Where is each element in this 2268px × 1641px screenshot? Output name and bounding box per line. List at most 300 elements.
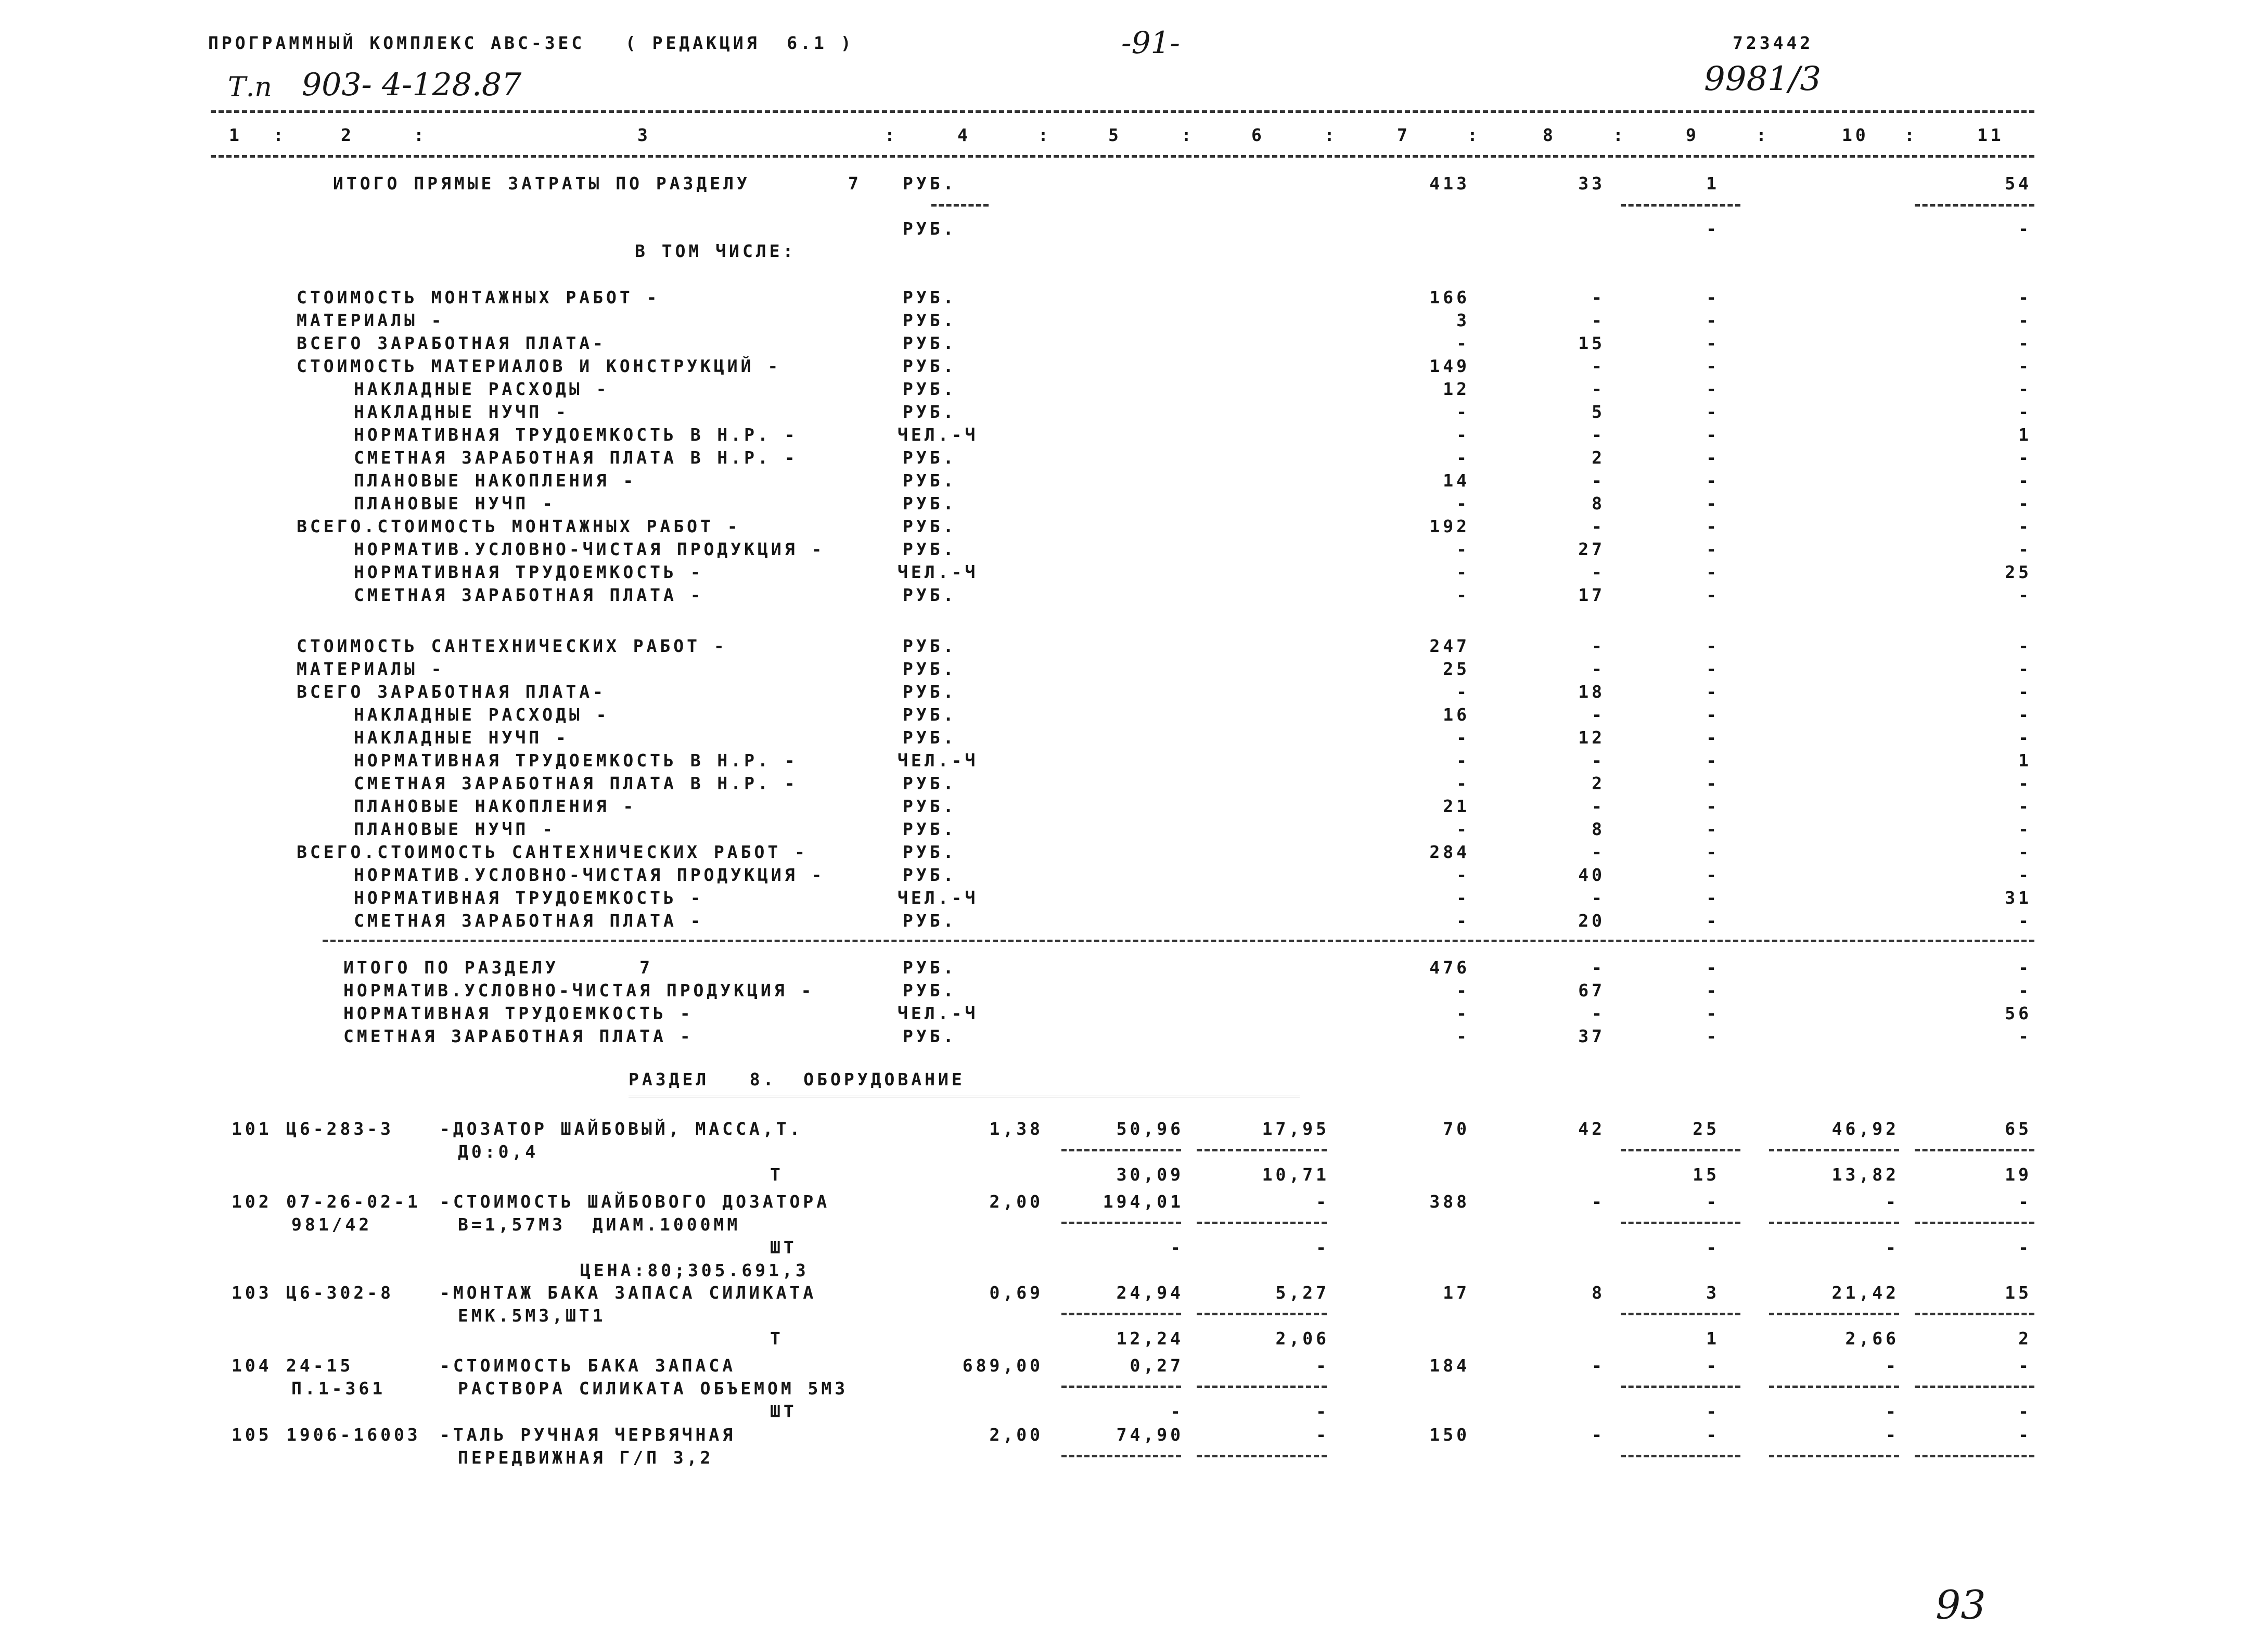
cell-col-9: - bbox=[1706, 333, 1720, 353]
cell-col-5: 194,01 bbox=[1103, 1191, 1184, 1212]
cell-col-6: 17,95 bbox=[1262, 1119, 1329, 1139]
cell-col-5: 24,94 bbox=[1116, 1283, 1184, 1303]
cell-col-7: 12 bbox=[1443, 379, 1470, 399]
cell-col-11: - bbox=[2018, 1355, 2032, 1376]
row-unit: ЧЕЛ.-Ч bbox=[898, 888, 979, 908]
cell-col-7: 25 bbox=[1443, 659, 1470, 679]
cell-rule bbox=[1769, 1455, 1899, 1457]
cell-col-8: - bbox=[1592, 516, 1605, 536]
cell-col-8: - bbox=[1592, 1355, 1605, 1376]
page-number: -91- bbox=[1121, 25, 1180, 60]
cell-col-6: 2,06 bbox=[1275, 1328, 1329, 1349]
row-label: НОРМАТИВНАЯ ТРУДОЕМКОСТЬ - bbox=[354, 888, 704, 908]
cell-col-11: - bbox=[2018, 773, 2032, 793]
row-unit: ЧЕЛ.-Ч bbox=[898, 425, 979, 445]
cell-col-11: 25 bbox=[2005, 562, 2032, 582]
row-label: СТОИМОСТЬ МАТЕРИАЛОВ И КОНСТРУКЦИЙ - bbox=[297, 356, 781, 376]
row-label: НАКЛАДНЫЕ РАСХОДЫ - bbox=[354, 379, 610, 399]
item-number: 102 bbox=[232, 1191, 272, 1212]
cell-col-9: - bbox=[1706, 819, 1720, 839]
cell-col-8: - bbox=[1592, 704, 1605, 725]
row-label: СМЕТНАЯ ЗАРАБОТНАЯ ПЛАТА - bbox=[343, 1026, 694, 1046]
item-description: -СТОИМОСТЬ ШАЙБОВОГО ДОЗАТОРА bbox=[440, 1191, 830, 1212]
cell-col-7: - bbox=[1456, 865, 1470, 885]
row-label: НОРМАТИВНАЯ ТРУДОЕМКОСТЬ - bbox=[354, 562, 704, 582]
cell-col-8: 8 bbox=[1592, 1283, 1605, 1303]
item-description-extra: Д0:0,4 bbox=[458, 1142, 539, 1162]
item-code: 24-15 bbox=[286, 1355, 354, 1376]
cell-col-6: 5,27 bbox=[1275, 1283, 1329, 1303]
cell-col-8: 40 bbox=[1578, 865, 1605, 885]
cell-col-8: 2 bbox=[1592, 447, 1605, 468]
item-code: Ц6-302-8 bbox=[286, 1283, 394, 1303]
cell-col-9: - bbox=[1706, 1003, 1720, 1023]
row-label: НОРМАТИВНАЯ ТРУДОЕМКОСТЬ - bbox=[343, 1003, 694, 1023]
column-number: 2 bbox=[341, 125, 354, 145]
cell-col-8: 27 bbox=[1578, 539, 1605, 559]
totals-separator bbox=[323, 940, 2034, 942]
cell-col-9: - bbox=[1706, 562, 1720, 582]
cell-col-6: - bbox=[1316, 1425, 1329, 1445]
cell-rule bbox=[1061, 1149, 1181, 1151]
cell-col-7: 150 bbox=[1429, 1425, 1470, 1445]
row-unit: РУБ. bbox=[903, 727, 957, 748]
row-unit: РУБ. bbox=[903, 796, 957, 816]
cell-col-11: 1 bbox=[2018, 750, 2032, 771]
item-description: -СТОИМОСТЬ БАКА ЗАПАСА bbox=[440, 1355, 736, 1376]
cell-col-8: 18 bbox=[1578, 682, 1605, 702]
item-description-extra: В=1,57М3 ДИАМ.1000ММ bbox=[458, 1214, 741, 1235]
cell-col-11: - bbox=[2018, 516, 2032, 536]
item-unit: ШТ bbox=[770, 1237, 797, 1258]
cell-rule bbox=[1061, 1222, 1181, 1224]
column-number: 10 bbox=[1842, 125, 1869, 145]
cell-col-11: - bbox=[2018, 1237, 2032, 1258]
cell-col-7: 166 bbox=[1429, 287, 1470, 307]
column-separator: : bbox=[885, 125, 898, 145]
row-label: ВСЕГО.СТОИМОСТЬ САНТЕХНИЧЕСКИХ РАБОТ - bbox=[297, 842, 808, 862]
cell-col-11: 54 bbox=[2005, 173, 2032, 194]
cell-col-11: - bbox=[2018, 727, 2032, 748]
cell-col-5: 50,96 bbox=[1116, 1119, 1184, 1139]
cell-col-9: - bbox=[1706, 842, 1720, 862]
cell-col-8: - bbox=[1592, 888, 1605, 908]
cell-col-5: 30,09 bbox=[1116, 1164, 1184, 1185]
cell-col-7: 16 bbox=[1443, 704, 1470, 725]
row-label: ИТОГО ПО РАЗДЕЛУ 7 bbox=[343, 957, 653, 978]
cell-rule bbox=[1061, 1455, 1181, 1457]
cell-col-9: - bbox=[1706, 1355, 1720, 1376]
cell-rule bbox=[1915, 204, 2034, 207]
cell-rule bbox=[1061, 1386, 1181, 1388]
row-label: НОРМАТИВ.УСЛОВНО-ЧИСТАЯ ПРОДУКЦИЯ - bbox=[354, 539, 825, 559]
row-label: НАКЛАДНЫЕ РАСХОДЫ - bbox=[354, 704, 610, 725]
row-unit: РУБ. bbox=[903, 682, 957, 702]
cell-col-9: - bbox=[1706, 516, 1720, 536]
cell-col-10: 21,42 bbox=[1831, 1283, 1899, 1303]
column-number: 9 bbox=[1686, 125, 1699, 145]
row-unit: РУБ. bbox=[903, 539, 957, 559]
cell-col-11: 1 bbox=[2018, 425, 2032, 445]
cell-rule bbox=[1197, 1386, 1327, 1388]
item-description: -МОНТАЖ БАКА ЗАПАСА СИЛИКАТА bbox=[440, 1283, 817, 1303]
cell-col-11: - bbox=[2018, 493, 2032, 514]
row-unit: РУБ. bbox=[903, 470, 957, 491]
cell-col-8: - bbox=[1592, 310, 1605, 330]
cell-col-7: - bbox=[1456, 493, 1470, 514]
unit-rule bbox=[931, 204, 989, 207]
cell-col-7: 388 bbox=[1429, 1191, 1470, 1212]
cell-col-11: - bbox=[2018, 379, 2032, 399]
cell-rule bbox=[1621, 1455, 1740, 1457]
cell-col-8: - bbox=[1592, 1003, 1605, 1023]
cell-col-11: - bbox=[2018, 539, 2032, 559]
section-8-underline bbox=[629, 1096, 1300, 1100]
row-unit: РУБ. bbox=[903, 842, 957, 862]
cell-rule bbox=[1915, 1455, 2034, 1457]
cell-col-5: - bbox=[1170, 1237, 1184, 1258]
cell-col-9: - bbox=[1706, 682, 1720, 702]
cell-col-8: - bbox=[1592, 842, 1605, 862]
cell-col-9: - bbox=[1706, 659, 1720, 679]
column-number: 6 bbox=[1251, 125, 1265, 145]
row-unit: РУБ. bbox=[903, 447, 957, 468]
item-code-extra: 981/42 bbox=[291, 1214, 373, 1235]
cell-col-7: - bbox=[1456, 1003, 1470, 1023]
cell-col-11: - bbox=[2018, 796, 2032, 816]
cell-rule bbox=[1621, 1222, 1740, 1224]
cell-col-11: - bbox=[2018, 865, 2032, 885]
cell-col-8: 12 bbox=[1578, 727, 1605, 748]
program-header: ПРОГРАММНЫЙ КОМПЛЕКС АВС-ЗЕС ( РЕДАКЦИЯ 6.1 ) bbox=[208, 33, 854, 53]
cell-col-5: 0,27 bbox=[1130, 1355, 1184, 1376]
header-rule-bottom bbox=[211, 155, 2034, 158]
cell-col-7: - bbox=[1456, 911, 1470, 931]
row-unit: РУБ. bbox=[903, 310, 957, 330]
row-label: НАКЛАДНЫЕ НУЧП - bbox=[354, 727, 569, 748]
cell-col-7: 70 bbox=[1443, 1119, 1470, 1139]
cell-col-9: - bbox=[1706, 1237, 1720, 1258]
cell-col-8: 33 bbox=[1578, 173, 1605, 194]
row-unit: РУБ. bbox=[903, 980, 957, 1001]
cell-col-9: - bbox=[1706, 796, 1720, 816]
cell-col-10: - bbox=[1886, 1401, 1899, 1421]
cell-col-11: - bbox=[2018, 219, 2032, 239]
cell-col-7: - bbox=[1456, 980, 1470, 1001]
cell-col-7: - bbox=[1456, 562, 1470, 582]
item-description-extra: ПЕРЕДВИЖНАЯ Г/П 3,2 bbox=[458, 1447, 714, 1468]
cell-col-6: - bbox=[1316, 1355, 1329, 1376]
cell-rule bbox=[1915, 1149, 2034, 1151]
item-quantity: 689,00 bbox=[962, 1355, 1043, 1376]
row-unit: РУБ. bbox=[903, 516, 957, 536]
row-unit: РУБ. bbox=[903, 379, 957, 399]
cell-col-7: - bbox=[1456, 585, 1470, 605]
cell-col-8: - bbox=[1592, 659, 1605, 679]
album-number: 9981/3 bbox=[1704, 60, 1822, 98]
cell-rule bbox=[1915, 1386, 2034, 1388]
row-label: ПЛАНОВЫЕ НУЧП - bbox=[354, 493, 556, 514]
cell-col-9: - bbox=[1706, 447, 1720, 468]
cell-rule bbox=[1197, 1455, 1327, 1457]
cell-col-11: - bbox=[2018, 356, 2032, 376]
item-description: -ТАЛЬ РУЧНАЯ ЧЕРВЯЧНАЯ bbox=[440, 1425, 736, 1445]
cell-col-11: - bbox=[2018, 682, 2032, 702]
row-label: НОРМАТИВ.УСЛОВНО-ЧИСТАЯ ПРОДУКЦИЯ - bbox=[354, 865, 825, 885]
cell-col-8: - bbox=[1592, 287, 1605, 307]
cell-col-11: - bbox=[2018, 636, 2032, 656]
row-unit: РУБ. bbox=[903, 957, 957, 978]
cell-col-9: - bbox=[1706, 1425, 1720, 1445]
row-unit: РУБ. bbox=[903, 287, 957, 307]
cell-col-5: 74,90 bbox=[1116, 1425, 1184, 1445]
row-label: ПЛАНОВЫЕ НАКОПЛЕНИЯ - bbox=[354, 796, 637, 816]
cell-col-11: - bbox=[2018, 1425, 2032, 1445]
cell-col-5: 12,24 bbox=[1116, 1328, 1184, 1349]
item-description-extra: ЕМК.5М3,ШТ1 bbox=[458, 1305, 606, 1326]
cell-col-11: - bbox=[2018, 1191, 2032, 1212]
cell-col-7: - bbox=[1456, 1026, 1470, 1046]
row-unit: РУБ. bbox=[903, 356, 957, 376]
cell-col-7: 184 bbox=[1429, 1355, 1470, 1376]
cell-col-6: - bbox=[1316, 1191, 1329, 1212]
row-unit: РУБ. bbox=[903, 585, 957, 605]
cell-col-8: 15 bbox=[1578, 333, 1605, 353]
row-label: МАТЕРИАЛЫ - bbox=[297, 659, 445, 679]
cell-col-11: - bbox=[2018, 402, 2032, 422]
cell-col-7: 284 bbox=[1429, 842, 1470, 862]
cell-col-9: - bbox=[1706, 888, 1720, 908]
cell-rule bbox=[1915, 1222, 2034, 1224]
cell-rule bbox=[1197, 1149, 1327, 1151]
cell-rule bbox=[1915, 1313, 2034, 1315]
cell-col-9: - bbox=[1706, 310, 1720, 330]
item-number: 103 bbox=[232, 1283, 272, 1303]
cell-col-11: 31 bbox=[2005, 888, 2032, 908]
row-label: НАКЛАДНЫЕ НУЧП - bbox=[354, 402, 569, 422]
cell-col-8: 67 bbox=[1578, 980, 1605, 1001]
cell-col-8: - bbox=[1592, 796, 1605, 816]
cell-col-8: 5 bbox=[1592, 402, 1605, 422]
cell-col-7: - bbox=[1456, 888, 1470, 908]
cell-rule bbox=[1197, 1222, 1327, 1224]
cell-rule bbox=[1621, 204, 1740, 207]
tp-number: 903- 4-128.87 bbox=[302, 67, 522, 103]
column-separator: : bbox=[273, 125, 287, 145]
cell-col-11: 65 bbox=[2005, 1119, 2032, 1139]
cell-col-11: - bbox=[2018, 819, 2032, 839]
item-code-extra: П.1-361 bbox=[291, 1378, 386, 1399]
row-unit: РУБ. bbox=[903, 659, 957, 679]
row-unit: РУБ. bbox=[903, 402, 957, 422]
cell-col-11: 19 bbox=[2005, 1164, 2032, 1185]
cell-col-9: 25 bbox=[1693, 1119, 1720, 1139]
cell-col-11: 56 bbox=[2005, 1003, 2032, 1023]
cell-col-8: - bbox=[1592, 750, 1605, 771]
cell-rule bbox=[1769, 1386, 1899, 1388]
row-unit: РУБ. bbox=[903, 1026, 957, 1046]
item-code: Ц6-283-3 bbox=[286, 1119, 394, 1139]
cell-col-8: - bbox=[1592, 379, 1605, 399]
item-description-extra: РАСТВОРА СИЛИКАТА ОБЪЕМОМ 5М3 bbox=[458, 1378, 849, 1399]
cell-col-6: - bbox=[1316, 1401, 1329, 1421]
row-unit: РУБ. bbox=[903, 819, 957, 839]
row-unit: РУБ. bbox=[903, 219, 957, 239]
cell-col-8: - bbox=[1592, 636, 1605, 656]
row-label: ИТОГО ПРЯМЫЕ ЗАТРАТЫ ПО РАЗДЕЛУ bbox=[333, 173, 750, 194]
row-unit: ЧЕЛ.-Ч bbox=[898, 750, 979, 771]
item-unit: ШТ bbox=[770, 1401, 797, 1421]
row-label: СТОИМОСТЬ САНТЕХНИЧЕСКИХ РАБОТ - bbox=[297, 636, 727, 656]
cell-col-8: - bbox=[1592, 957, 1605, 978]
item-quantity: 1,38 bbox=[989, 1119, 1043, 1139]
cell-col-7: - bbox=[1456, 402, 1470, 422]
column-separator: : bbox=[1038, 125, 1052, 145]
cell-col-8: 42 bbox=[1578, 1119, 1605, 1139]
cell-rule bbox=[1769, 1149, 1899, 1151]
item-number: 105 bbox=[232, 1425, 272, 1445]
cell-col-6: - bbox=[1316, 1237, 1329, 1258]
cell-col-9: 3 bbox=[1706, 1283, 1720, 1303]
row-unit: ЧЕЛ.-Ч bbox=[898, 1003, 979, 1023]
row-label: ВСЕГО ЗАРАБОТНАЯ ПЛАТА- bbox=[297, 333, 606, 353]
cell-col-9: - bbox=[1706, 704, 1720, 725]
cell-col-7: - bbox=[1456, 727, 1470, 748]
column-number: 5 bbox=[1108, 125, 1122, 145]
cell-col-7: - bbox=[1456, 682, 1470, 702]
cell-col-7: 413 bbox=[1429, 173, 1470, 194]
cell-col-11: - bbox=[2018, 447, 2032, 468]
cell-rule bbox=[1769, 1313, 1899, 1315]
item-code: 07-26-02-1 bbox=[286, 1191, 421, 1212]
cell-col-9: - bbox=[1706, 980, 1720, 1001]
row-label: СМЕТНАЯ ЗАРАБОТНАЯ ПЛАТА - bbox=[354, 911, 704, 931]
item-quantity: 2,00 bbox=[989, 1425, 1043, 1445]
cell-rule bbox=[1061, 1313, 1181, 1315]
cell-col-9: - bbox=[1706, 750, 1720, 771]
cell-col-7: - bbox=[1456, 539, 1470, 559]
cell-col-8: 37 bbox=[1578, 1026, 1605, 1046]
item-description: -ДОЗАТОР ШАЙБОВЫЙ, МАССА,Т. bbox=[440, 1119, 803, 1139]
cell-col-8: - bbox=[1592, 470, 1605, 491]
cell-col-10: 46,92 bbox=[1831, 1119, 1899, 1139]
item-quantity: 0,69 bbox=[989, 1283, 1043, 1303]
tp-label: Т.п bbox=[228, 72, 272, 103]
cell-col-11: - bbox=[2018, 333, 2032, 353]
cell-rule bbox=[1621, 1386, 1740, 1388]
row-unit: РУБ. bbox=[903, 636, 957, 656]
cell-col-7: 21 bbox=[1443, 796, 1470, 816]
cell-col-9: - bbox=[1706, 287, 1720, 307]
cell-col-10: - bbox=[1886, 1425, 1899, 1445]
item-price-note: ЦЕНА:80;305.691,3 bbox=[580, 1260, 809, 1280]
cell-col-11: - bbox=[2018, 659, 2032, 679]
cell-col-9: - bbox=[1706, 636, 1720, 656]
cell-col-9: - bbox=[1706, 957, 1720, 978]
page-mark: 93 bbox=[1936, 1582, 1986, 1628]
row-label: ВСЕГО ЗАРАБОТНАЯ ПЛАТА- bbox=[297, 682, 606, 702]
row-unit: РУБ. bbox=[903, 865, 957, 885]
cell-col-8: - bbox=[1592, 562, 1605, 582]
cell-col-11: 15 bbox=[2005, 1283, 2032, 1303]
cell-rule bbox=[1621, 1313, 1740, 1315]
header-rule-top bbox=[211, 110, 2034, 113]
column-number: 3 bbox=[637, 125, 651, 145]
cell-col-9: - bbox=[1706, 219, 1720, 239]
cell-col-10: - bbox=[1886, 1191, 1899, 1212]
cell-col-11: - bbox=[2018, 1026, 2032, 1046]
column-number: 11 bbox=[1977, 125, 2004, 145]
cell-col-7: 192 bbox=[1429, 516, 1470, 536]
row-unit: РУБ. bbox=[903, 173, 957, 194]
cell-col-8: - bbox=[1592, 1191, 1605, 1212]
row-label: НОРМАТИВ.УСЛОВНО-ЧИСТАЯ ПРОДУКЦИЯ - bbox=[343, 980, 815, 1001]
cell-col-10: 13,82 bbox=[1831, 1164, 1899, 1185]
doc-code: 723442 bbox=[1733, 33, 1814, 53]
column-separator: : bbox=[1324, 125, 1338, 145]
cell-col-8: 2 bbox=[1592, 773, 1605, 793]
cell-col-9: - bbox=[1706, 539, 1720, 559]
cell-col-5: - bbox=[1170, 1401, 1184, 1421]
cell-col-6: 10,71 bbox=[1262, 1164, 1329, 1185]
cell-col-11: - bbox=[2018, 911, 2032, 931]
cell-col-9: 15 bbox=[1693, 1164, 1720, 1185]
column-separator: : bbox=[414, 125, 427, 145]
cell-col-7: 247 bbox=[1429, 636, 1470, 656]
cell-col-8: - bbox=[1592, 356, 1605, 376]
column-separator: : bbox=[1467, 125, 1481, 145]
cell-col-11: - bbox=[2018, 287, 2032, 307]
cell-col-9: - bbox=[1706, 865, 1720, 885]
item-quantity: 2,00 bbox=[989, 1191, 1043, 1212]
cell-col-7: 149 bbox=[1429, 356, 1470, 376]
cell-col-7: - bbox=[1456, 773, 1470, 793]
cell-col-11: - bbox=[2018, 585, 2032, 605]
cell-col-7: - bbox=[1456, 819, 1470, 839]
cell-col-7: - bbox=[1456, 750, 1470, 771]
row-label: ПЛАНОВЫЕ НАКОПЛЕНИЯ - bbox=[354, 470, 637, 491]
cell-col-11: - bbox=[2018, 957, 2032, 978]
row-unit: РУБ. bbox=[903, 773, 957, 793]
section-8-title: РАЗДЕЛ 8. ОБОРУДОВАНИЕ bbox=[629, 1069, 965, 1089]
cell-rule bbox=[1769, 1222, 1899, 1224]
cell-col-11: 2 bbox=[2018, 1328, 2032, 1349]
cell-col-9: - bbox=[1706, 356, 1720, 376]
cell-rule bbox=[1621, 1149, 1740, 1151]
cell-col-9: - bbox=[1706, 773, 1720, 793]
cell-col-11: - bbox=[2018, 704, 2032, 725]
column-number: 7 bbox=[1397, 125, 1411, 145]
row-label: СТОИМОСТЬ МОНТАЖНЫХ РАБОТ - bbox=[297, 287, 660, 307]
row-label: НОРМАТИВНАЯ ТРУДОЕМКОСТЬ В Н.Р. - bbox=[354, 750, 798, 771]
cell-col-10: - bbox=[1886, 1237, 1899, 1258]
column-separator: : bbox=[1756, 125, 1770, 145]
row-label: СМЕТНАЯ ЗАРАБОТНАЯ ПЛАТА - bbox=[354, 585, 704, 605]
column-separator: : bbox=[1181, 125, 1195, 145]
row-label: ВСЕГО.СТОИМОСТЬ МОНТАЖНЫХ РАБОТ - bbox=[297, 516, 741, 536]
cell-col-7: 476 bbox=[1429, 957, 1470, 978]
cell-col-8: 8 bbox=[1592, 819, 1605, 839]
cell-col-8: 17 bbox=[1578, 585, 1605, 605]
row-unit: РУБ. bbox=[903, 704, 957, 725]
cell-col-7: - bbox=[1456, 447, 1470, 468]
cell-col-9: - bbox=[1706, 493, 1720, 514]
cell-col-11: - bbox=[2018, 980, 2032, 1001]
item-unit: Т bbox=[770, 1328, 784, 1349]
column-number: 1 bbox=[229, 125, 242, 145]
row-unit: ЧЕЛ.-Ч bbox=[898, 562, 979, 582]
cell-col-9: - bbox=[1706, 911, 1720, 931]
